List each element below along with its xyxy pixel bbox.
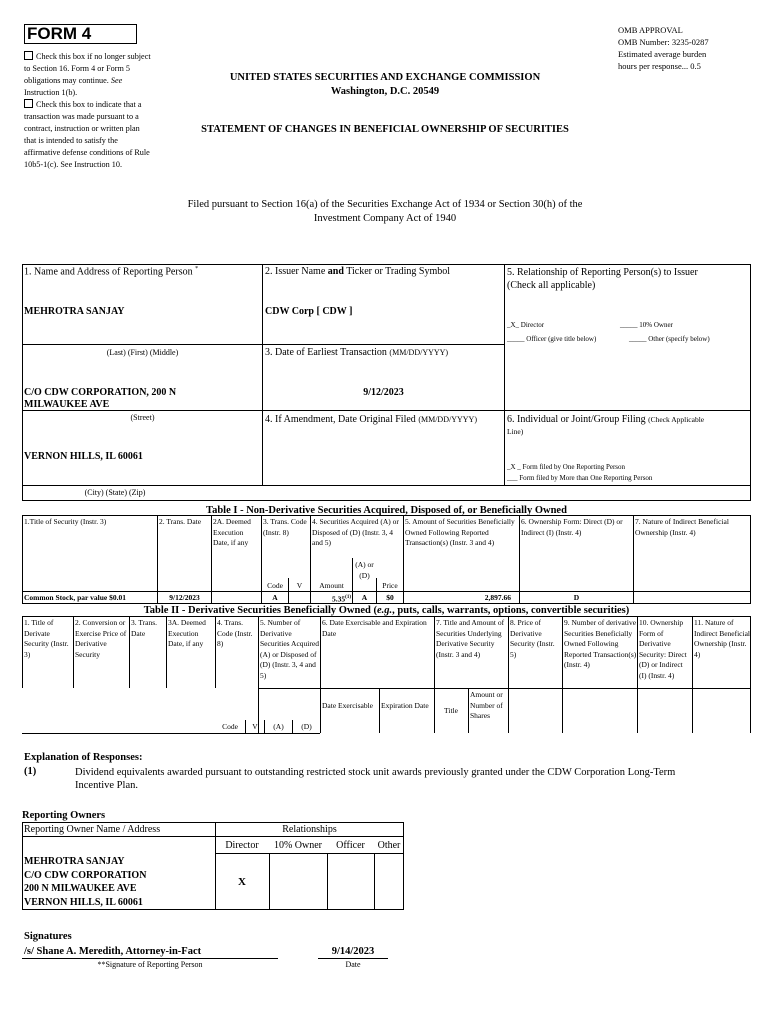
name-sublabel: (Last) (First) (Middle) bbox=[106, 348, 179, 357]
box6-label: 6. Individual or Joint/Group Filing (Check Applicable Line) bbox=[507, 414, 705, 436]
t1-row-date: 9/12/2023 bbox=[169, 593, 200, 602]
rel-other: _____ Other (specify below) bbox=[629, 335, 710, 343]
box2-label: 2. Issuer Name and Ticker or Trading Symbol bbox=[265, 266, 451, 277]
form-title: FORM 4 bbox=[24, 24, 137, 44]
date-sublabel: Date bbox=[345, 960, 361, 969]
box4-label: 4. If Amendment, Date Original Filed (MM/DD/YYYY) bbox=[265, 414, 477, 425]
t1-sub-price: Price bbox=[382, 581, 398, 590]
t2-sub-v: V bbox=[252, 722, 258, 731]
signatures-heading: Signatures bbox=[24, 931, 72, 942]
box1-label: 1. Name and Address of Reporting Person * bbox=[24, 266, 199, 278]
statement-title: STATEMENT OF CHANGES IN BENEFICIAL OWNERSHIP OF SECURITIES bbox=[201, 124, 569, 135]
t1-row-form: D bbox=[573, 593, 580, 602]
table1-title: Table I - Non-Derivative Securities Acquired, Disposed of, or Beneficially Owned bbox=[206, 505, 567, 516]
t2-col8: 8. Price of Derivative Security (Instr. 5) bbox=[510, 618, 555, 659]
owners-col-name: Reporting Owner Name / Address bbox=[24, 824, 161, 835]
t1-col1: 1.Title of Security (Instr. 3) bbox=[24, 517, 107, 526]
rel-officer: _____ Officer (give title below) bbox=[507, 335, 597, 343]
footnote-text: Dividend equivalents awarded pursuant to outstanding restricted stock unit awards previously granted under the CDW Corporation Long-Term Incentive Plan. bbox=[75, 767, 676, 791]
signature-date: 9/14/2023 bbox=[331, 946, 375, 957]
reporting-person-name: MEHROTRA SANJAY bbox=[24, 306, 125, 317]
checkbox-icon[interactable] bbox=[24, 99, 33, 108]
t2-col1: 1. Title of Derivate Security (Instr. 3) bbox=[24, 618, 69, 659]
t1-col2: 2. Trans. Date bbox=[159, 517, 202, 526]
agency-city: Washington, D.C. 20549 bbox=[330, 86, 440, 97]
owner-director-mark: X bbox=[238, 876, 246, 888]
t2-col11: 11. Nature of Indirect Beneficial Ownership (Instr. 4) bbox=[694, 618, 751, 659]
t1-row-owned: 2,897.66 bbox=[484, 593, 511, 602]
check-box-10b5-1: Check this box to indicate that a transaction was made pursuant to a contract, instruction or written plan that is intended to satisfy the affirmative defense conditions of Rule 10b5-1(c). See Instruction 10. bbox=[24, 100, 150, 169]
filed-pursuant: Filed pursuant to Section 16(a) of the Securities Exchange Act of 1934 or Section 30(h) of the Investment Company Act of 1940 bbox=[187, 199, 583, 224]
signer-sublabel: **Signature of Reporting Person bbox=[97, 960, 203, 969]
box3-label: 3. Date of Earliest Transaction (MM/DD/YYYY) bbox=[265, 347, 449, 358]
t1-row-title: Common Stock, par value $0.01 bbox=[24, 593, 126, 602]
signer-name: /s/ Shane A. Meredith, Attorney-in-Fact bbox=[24, 946, 202, 957]
rel-10pct: _____ 10% Owner bbox=[620, 321, 673, 329]
t1-sub-code: Code bbox=[267, 581, 283, 590]
t2-sub-exer: Date Exercisable bbox=[322, 701, 374, 710]
city-state-zip: VERNON HILLS, IL 60061 bbox=[24, 451, 143, 462]
t2-col3: 3. Trans. Date bbox=[131, 618, 158, 638]
box5-label: 5. Relationship of Reporting Person(s) to Issuer (Check all applicable) bbox=[507, 267, 698, 291]
t1-col5: 5. Amount of Securities Beneficially Owned Following Reported Transaction(s) (Instr. 3 and 4) bbox=[405, 517, 515, 547]
t1-sub-v: V bbox=[296, 581, 303, 590]
street-sublabel: (Street) bbox=[130, 413, 155, 422]
owner-address: MEHROTRA SANJAY C/O CDW CORPORATION 200 N MILWAUKEE AVE VERNON HILLS, IL 60061 bbox=[24, 856, 147, 908]
t2-col4: 4. Trans. Code (Instr. 8) bbox=[217, 618, 253, 648]
t2-col9: 9. Number of derivative Securities Beneficially Owned Following Reported Transaction(s) (Instr. 4) bbox=[564, 618, 637, 669]
issuer-name: CDW Corp [ CDW ] bbox=[265, 306, 353, 317]
t2-sub-a: (A) bbox=[273, 722, 284, 731]
explanation-heading: Explanation of Responses: bbox=[24, 752, 143, 763]
t1-row-price: $0 bbox=[386, 593, 394, 602]
filing-more-persons: ___ Form filed by More than One Reporting Person bbox=[507, 474, 653, 482]
table2-title: Table II - Derivative Securities Beneficially Owned (e.g., puts, calls, warrants, options, convertible securities) bbox=[143, 605, 630, 616]
t2-col3a: 3A. Deemed Execution Date, if any bbox=[168, 618, 206, 648]
t2-col2: 2. Conversion or Exercise Price of Derivative Security bbox=[75, 618, 127, 659]
t2-col6: 6. Date Exercisable and Expiration Date bbox=[322, 618, 427, 638]
t2-col10: 10. Ownership Form of Derivative Security: Direct (D) or Indirect (I) (Instr. 4) bbox=[639, 618, 687, 680]
filing-one-person: _X _ Form filed by One Reporting Person bbox=[507, 463, 626, 471]
owners-col-director: Director bbox=[225, 840, 259, 851]
t1-col7: 7. Nature of Indirect Beneficial Ownership (Instr. 4) bbox=[635, 517, 729, 537]
earliest-transaction-date: 9/12/2023 bbox=[363, 387, 404, 398]
t1-row-amount: 5.35$^{(1)}$ bbox=[332, 594, 351, 604]
t1-col2a: 2A. Deemed Execution Date, if any bbox=[213, 517, 251, 547]
t1-col6: 6. Ownership Form: Direct (D) or Indirect (I) (Instr. 4) bbox=[521, 517, 623, 537]
owners-col-officer: Officer bbox=[336, 840, 365, 851]
t1-col3: 3. Trans. Code (Instr. 8) bbox=[263, 517, 307, 537]
owners-col-other: Other bbox=[377, 840, 401, 851]
t1-sub-amount: Amount bbox=[319, 581, 344, 590]
t2-sub-title: Title bbox=[444, 706, 458, 715]
check-box-section16: Check this box if no longer subject to Section 16. Form 4 or Form 5 obligations may continue. See Instruction 1(b). bbox=[24, 52, 151, 97]
city-sublabel: (City) (State) (Zip) bbox=[84, 488, 146, 497]
t2-sub-exp: Expiration Date bbox=[381, 701, 429, 710]
omb-approval: OMB APPROVAL OMB Number: 3235-0287 Estimated average burden hours per response... 0.5 bbox=[618, 25, 709, 71]
owners-heading: Reporting Owners bbox=[22, 810, 106, 821]
t2-sub-code: Code bbox=[222, 722, 238, 731]
owners-col-10pct: 10% Owner bbox=[273, 840, 323, 851]
t1-col4: 4. Securities Acquired (A) or Disposed of (D) (Instr. 3, 4 and 5) bbox=[312, 517, 399, 547]
footnote-number: (1) bbox=[24, 766, 37, 777]
rel-director: _X_ Director bbox=[507, 321, 545, 329]
owners-col-relationships: Relationships bbox=[282, 824, 337, 835]
t2-col5: 5. Number of Derivative Securities Acquired (A) or Disposed of (D) (Instr. 3, 4 and 5) bbox=[260, 618, 319, 680]
street-address: C/O CDW CORPORATION, 200 N MILWAUKEE AVE bbox=[24, 387, 177, 410]
t2-sub-amount: Amount or Number of Shares bbox=[470, 690, 503, 720]
t2-sub-d: (D) bbox=[301, 722, 312, 731]
t1-sub-aord: (A) or (D) bbox=[355, 560, 374, 580]
header-boxes bbox=[22, 264, 751, 501]
checkbox-icon[interactable] bbox=[24, 51, 33, 60]
t2-col7: 7. Title and Amount of Securities Underlying Derivative Security (Instr. 3 and 4) bbox=[436, 618, 505, 659]
agency-name: UNITED STATES SECURITIES AND EXCHANGE COMMISSION bbox=[229, 72, 541, 83]
t1-row-aord: A bbox=[361, 593, 368, 602]
t1-row-code: A bbox=[272, 593, 278, 602]
